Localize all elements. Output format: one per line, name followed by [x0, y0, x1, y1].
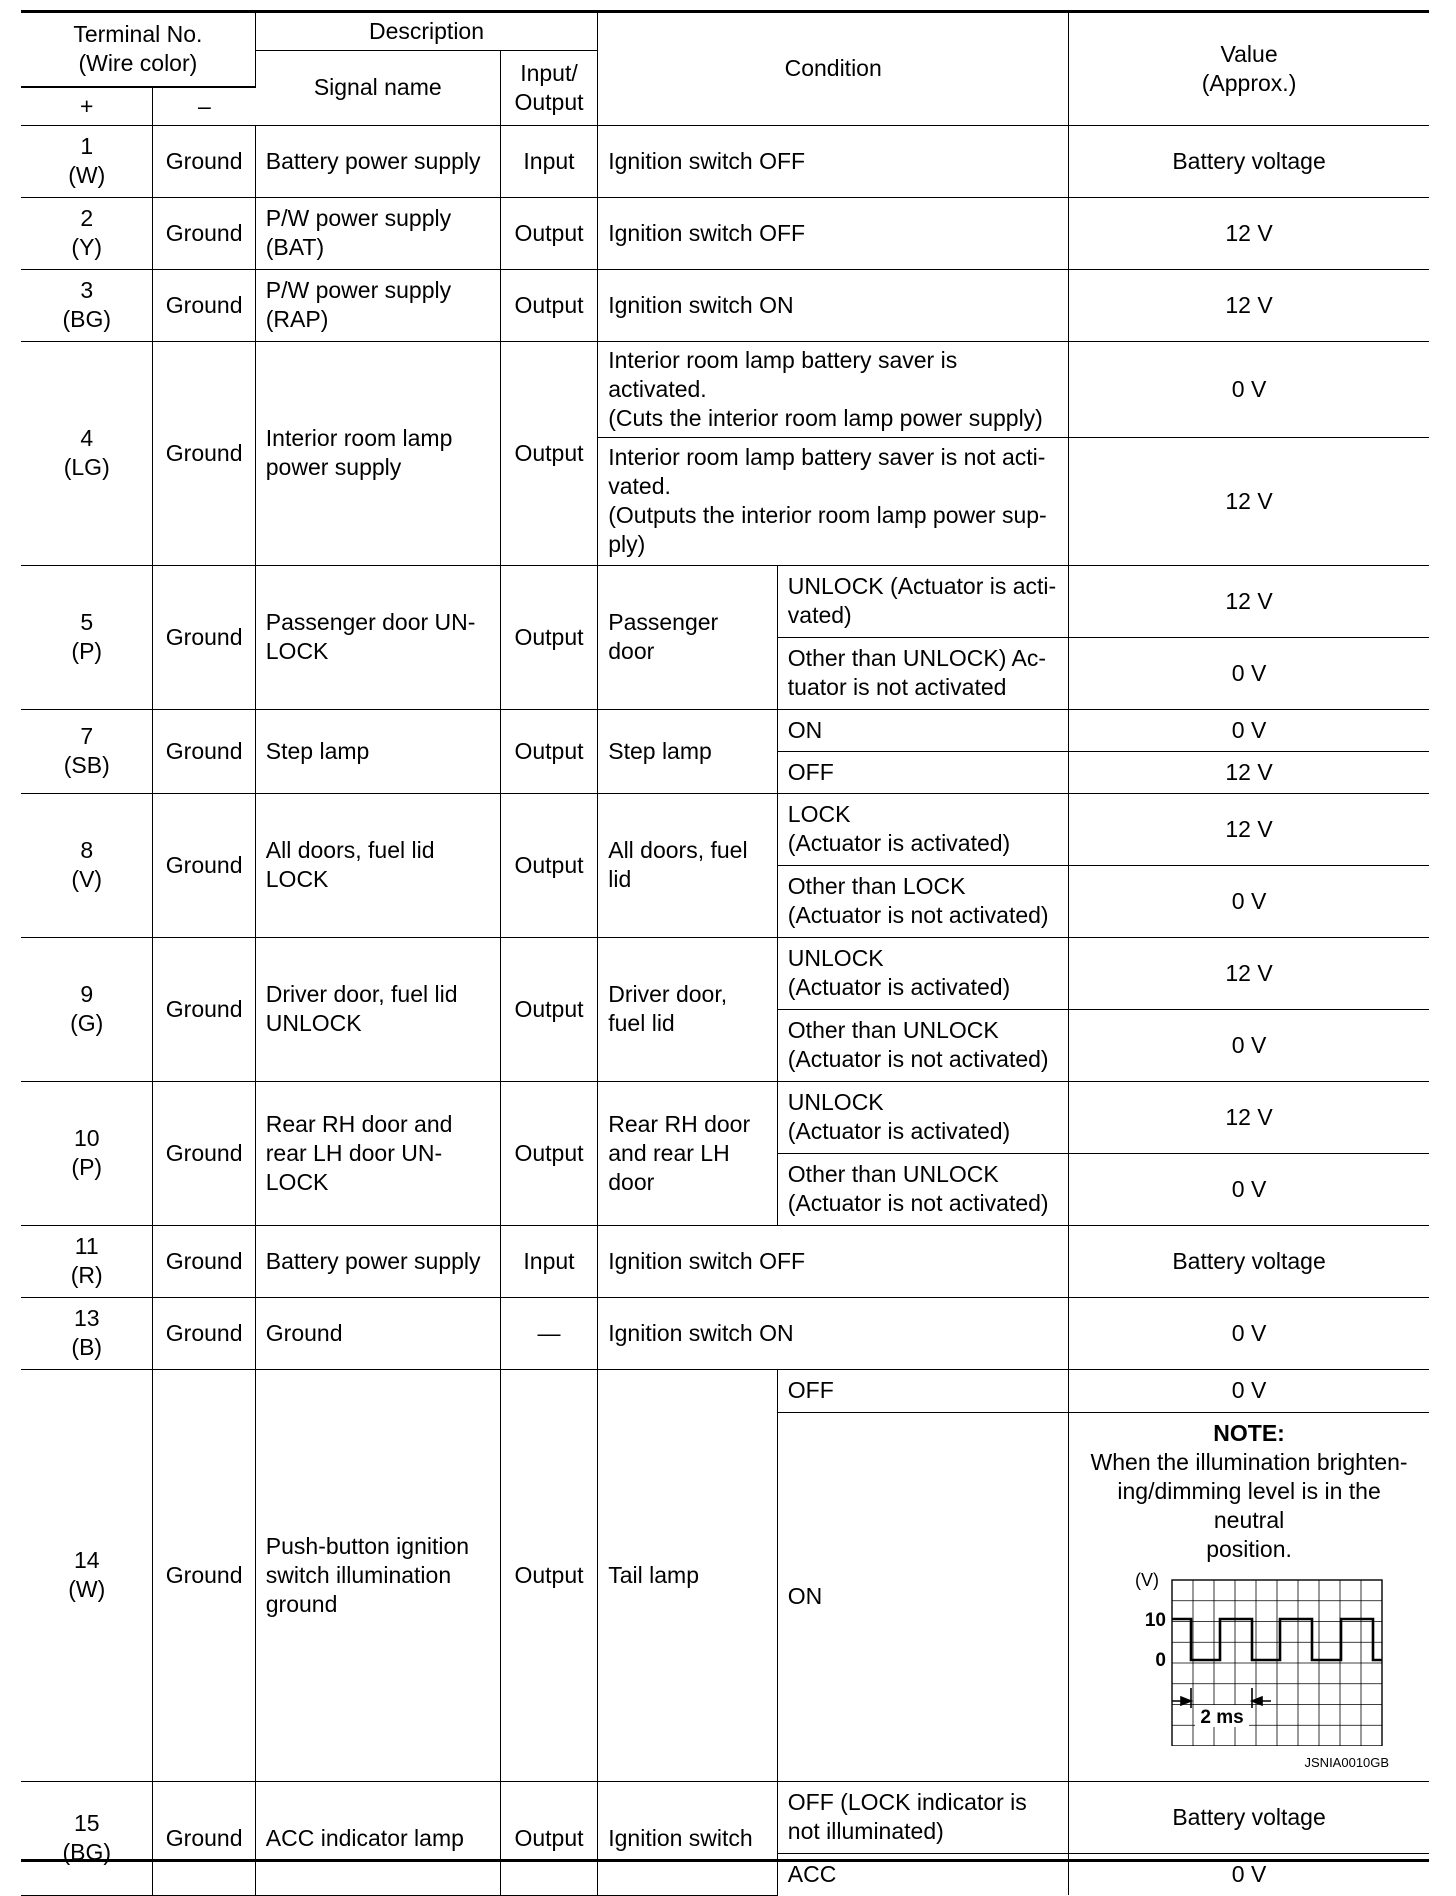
- io-cell: Output: [500, 565, 598, 709]
- signal-line: switch illumination: [265, 1561, 452, 1588]
- signal-line: Interior room lamp: [265, 425, 453, 451]
- table-row: [21, 341, 1429, 437]
- condition-state-cell: [777, 1009, 1068, 1081]
- condition-cell: Ignition switch OFF: [598, 197, 1069, 269]
- state-line: Other than UNLOCK: [787, 1161, 999, 1187]
- table-row: [21, 1081, 1429, 1153]
- value-cell: 0 V: [1069, 1153, 1429, 1225]
- condition-line: (Outputs the interior room lamp power sup-: [608, 502, 1047, 528]
- note-title: NOTE:: [1213, 1419, 1285, 1446]
- note-text: ing/dimming level is in the neutral: [1117, 1477, 1381, 1533]
- header-io-line1: Input/: [520, 59, 578, 86]
- waveform-chart: [1099, 1568, 1399, 1746]
- condition-state-cell: [777, 937, 1068, 1009]
- value-cell: 12 V: [1069, 565, 1429, 637]
- header-plus: +: [21, 87, 153, 126]
- table-row: [21, 197, 1429, 269]
- condition-cell: Ignition switch ON: [598, 269, 1069, 341]
- condition-main-cell: [598, 565, 778, 709]
- waveform-period-label: 2 ms: [1200, 1706, 1244, 1728]
- signal-line: All doors, fuel lid: [265, 837, 435, 863]
- minus-cell: Ground: [153, 1297, 255, 1369]
- state-line: not illuminated): [787, 1818, 944, 1844]
- wire-color: (B): [71, 1334, 103, 1360]
- value-cell: Battery voltage: [1069, 125, 1429, 197]
- value-cell: 12 V: [1069, 793, 1429, 865]
- condition-state-cell: [777, 865, 1068, 937]
- minus-cell: Ground: [153, 1225, 255, 1297]
- waveform-level-low: 0: [1155, 1649, 1167, 1671]
- signal-line: Driver door, fuel lid: [265, 981, 458, 1007]
- note-text: When the illumination brighten-: [1090, 1448, 1408, 1475]
- wire-color: (LG): [63, 454, 110, 480]
- signal-line: (BAT): [265, 234, 325, 260]
- signal-line: rear LH door UN-: [265, 1139, 443, 1166]
- minus-cell: Ground: [153, 793, 255, 937]
- terminal-cell: [21, 197, 153, 269]
- note-cell: [1069, 1412, 1429, 1781]
- signal-cell: Battery power supply: [255, 125, 500, 197]
- terminal-cell: [21, 709, 153, 793]
- condition-line: All doors, fuel: [608, 837, 748, 863]
- minus-cell: Ground: [153, 341, 255, 565]
- minus-cell: Ground: [153, 125, 255, 197]
- signal-line: Passenger door UN-: [265, 609, 476, 635]
- signal-line: Push-button ignition: [265, 1532, 470, 1559]
- io-cell: Input: [500, 125, 598, 197]
- note-text: position.: [1206, 1535, 1292, 1562]
- io-cell: Output: [500, 269, 598, 341]
- signal-line: (RAP): [265, 306, 329, 332]
- wire-color: (P): [71, 1154, 103, 1180]
- signal-cell: [255, 197, 500, 269]
- state-line: (Actuator is activated): [787, 830, 1011, 856]
- condition-main-cell: Tail lamp: [598, 1369, 778, 1781]
- value-cell: 0 V: [1069, 709, 1429, 751]
- signal-cell: Battery power supply: [255, 1225, 500, 1297]
- terminal-no: 9: [80, 981, 94, 1007]
- state-line: OFF (LOCK indicator is: [787, 1789, 1027, 1815]
- minus-cell: Ground: [153, 269, 255, 341]
- header-value-label: Value: [1220, 40, 1278, 67]
- signal-cell: [255, 341, 500, 565]
- value-cell: 0 V: [1069, 637, 1429, 709]
- signal-line: UNLOCK: [265, 1010, 362, 1036]
- condition-main-cell: [598, 1081, 778, 1225]
- signal-cell: [255, 937, 500, 1081]
- terminal-cell: [21, 565, 153, 709]
- minus-cell: Ground: [153, 1081, 255, 1225]
- terminal-cell: [21, 269, 153, 341]
- signal-cell: [255, 1081, 500, 1225]
- condition-cell: Ignition switch ON: [598, 1297, 1069, 1369]
- condition-state-cell: ACC: [777, 1853, 1068, 1895]
- table-row: [21, 125, 1429, 197]
- minus-cell: Ground: [153, 709, 255, 793]
- value-cell: 0 V: [1069, 1369, 1429, 1412]
- table-row: [21, 1297, 1429, 1369]
- waveform-level-high: 10: [1144, 1609, 1167, 1631]
- condition-line: Rear RH door: [608, 1110, 751, 1137]
- image-code: JSNIA0010GB: [1304, 1754, 1390, 1770]
- signal-line: LOCK: [265, 866, 329, 892]
- state-line: (Actuator is not activated): [787, 1046, 1049, 1072]
- terminal-no: 11: [74, 1233, 99, 1259]
- signal-cell: [255, 565, 500, 709]
- header-value-approx: (Approx.): [1201, 69, 1297, 96]
- header-signal-name: Signal name: [255, 51, 500, 126]
- value-cell: 12 V: [1069, 269, 1429, 341]
- terminal-cell: [21, 125, 153, 197]
- state-line: tuator is not activated: [787, 674, 1007, 700]
- condition-main-cell: [598, 793, 778, 937]
- io-cell: Output: [500, 1781, 598, 1895]
- value-cell: 0 V: [1069, 1297, 1429, 1369]
- terminal-no: 8: [80, 837, 94, 863]
- header-terminal-no: Terminal No.: [73, 21, 203, 48]
- condition-main-cell: Step lamp: [598, 709, 778, 793]
- io-cell: Input: [500, 1225, 598, 1297]
- condition-state-cell: [777, 1153, 1068, 1225]
- header-minus: –: [153, 87, 255, 126]
- condition-line: Driver door,: [608, 981, 728, 1007]
- io-cell: Output: [500, 1081, 598, 1225]
- signal-cell: Step lamp: [255, 709, 500, 793]
- terminal-table-page: [21, 10, 1429, 1887]
- condition-line: Interior room lamp battery saver is activated.: [608, 346, 958, 402]
- terminal-cell: [21, 1297, 153, 1369]
- terminal-cell: [21, 1225, 153, 1297]
- condition-cell: [598, 341, 1069, 437]
- wire-color: (SB): [63, 752, 110, 778]
- state-line: UNLOCK: [787, 1089, 884, 1115]
- terminal-no: 15: [73, 1810, 100, 1836]
- state-line: UNLOCK (Actuator is acti-: [787, 573, 1057, 599]
- condition-state-cell: [777, 793, 1068, 865]
- terminal-cell: [21, 937, 153, 1081]
- condition-line: lid: [608, 866, 632, 892]
- terminal-no: 2: [80, 205, 94, 231]
- wire-color: (G): [70, 1010, 104, 1036]
- terminal-no: 4: [80, 425, 94, 451]
- signal-cell: ACC indicator lamp: [255, 1781, 500, 1895]
- waveform-figure: [1099, 1568, 1399, 1777]
- io-cell: Output: [500, 197, 598, 269]
- state-line: LOCK: [787, 801, 851, 827]
- signal-line: power supply: [265, 454, 402, 480]
- signal-cell: [255, 269, 500, 341]
- value-cell: 0 V: [1069, 1853, 1429, 1895]
- terminal-cell: [21, 1081, 153, 1225]
- terminal-cell: [21, 1369, 153, 1781]
- minus-cell: Ground: [153, 1781, 255, 1895]
- value-cell: Battery voltage: [1069, 1225, 1429, 1297]
- terminal-cell: [21, 793, 153, 937]
- signal-line: P/W power supply: [265, 277, 452, 303]
- condition-state-cell: OFF: [777, 1369, 1068, 1412]
- condition-line: and rear LH: [608, 1139, 730, 1166]
- wire-color: (R): [70, 1262, 103, 1288]
- wire-color: (V): [71, 866, 103, 892]
- table-row: [21, 1225, 1429, 1297]
- signal-line: ground: [265, 1590, 338, 1617]
- signal-cell: [255, 793, 500, 937]
- wire-color: (P): [71, 638, 103, 664]
- condition-state-cell: [777, 1081, 1068, 1153]
- value-cell: 12 V: [1069, 197, 1429, 269]
- state-line: vated): [787, 602, 852, 628]
- terminal-cell: [21, 1781, 153, 1895]
- condition-cell: [598, 437, 1069, 565]
- terminal-no: 10: [73, 1125, 100, 1151]
- table-row: [21, 1781, 1429, 1853]
- signal-line: LOCK: [265, 638, 329, 664]
- state-line: (Actuator is activated): [787, 1118, 1011, 1144]
- minus-cell: Ground: [153, 565, 255, 709]
- terminal-no: 5: [80, 609, 94, 635]
- value-cell: 0 V: [1069, 1009, 1429, 1081]
- wire-color: (W): [68, 162, 106, 188]
- wire-color: (BG): [62, 1839, 112, 1865]
- state-line: Other than UNLOCK: [787, 1017, 999, 1043]
- condition-line: vated.: [608, 473, 671, 499]
- terminal-no: 14: [73, 1547, 100, 1573]
- state-line: (Actuator is not activated): [787, 902, 1049, 928]
- condition-state-cell: [777, 565, 1068, 637]
- header-terminal: [21, 13, 255, 87]
- condition-main-cell: Ignition switch: [598, 1781, 778, 1895]
- condition-line: door: [608, 638, 655, 664]
- condition-main-cell: [598, 937, 778, 1081]
- signal-cell: Ground: [255, 1297, 500, 1369]
- signal-line: P/W power supply: [265, 205, 452, 231]
- terminal-table: [21, 13, 1429, 1896]
- io-cell: Output: [500, 793, 598, 937]
- minus-cell: Ground: [153, 1369, 255, 1781]
- value-cell: 12 V: [1069, 1081, 1429, 1153]
- header-wire-color: (Wire color): [78, 50, 198, 77]
- condition-line: (Cuts the interior room lamp power supply): [608, 404, 1043, 431]
- signal-line: LOCK: [265, 1168, 329, 1195]
- io-cell: —: [500, 1297, 598, 1369]
- table-row: [21, 793, 1429, 865]
- condition-state-cell: ON: [777, 709, 1068, 751]
- signal-cell: [255, 1369, 500, 1781]
- value-cell: 12 V: [1069, 751, 1429, 793]
- condition-state-cell: [777, 1781, 1068, 1853]
- condition-line: ply): [608, 531, 646, 557]
- value-cell: 0 V: [1069, 341, 1429, 437]
- header-condition: Condition: [598, 13, 1069, 125]
- wire-color: (Y): [71, 234, 103, 260]
- state-line: (Actuator is not activated): [787, 1190, 1049, 1216]
- io-cell: Output: [500, 1369, 598, 1781]
- header-input-output: [500, 51, 598, 126]
- io-cell: Output: [500, 937, 598, 1081]
- state-line: Other than UNLOCK) Ac-: [787, 645, 1046, 671]
- header-description: Description: [255, 13, 597, 51]
- state-line: UNLOCK: [787, 945, 884, 971]
- state-line: Other than LOCK: [787, 873, 966, 899]
- value-cell: Battery voltage: [1069, 1781, 1429, 1853]
- table-row: [21, 709, 1429, 751]
- condition-line: Passenger: [608, 609, 719, 635]
- condition-cell: Ignition switch OFF: [598, 125, 1069, 197]
- minus-cell: Ground: [153, 937, 255, 1081]
- io-cell: Output: [500, 709, 598, 793]
- value-cell: 12 V: [1069, 437, 1429, 565]
- terminal-no: 13: [73, 1305, 100, 1331]
- header-io-line2: Output: [514, 88, 584, 115]
- value-cell: 12 V: [1069, 937, 1429, 1009]
- header-value: [1069, 13, 1429, 125]
- wire-color: (W): [68, 1576, 106, 1602]
- wire-color: (BG): [62, 306, 112, 332]
- terminal-cell: [21, 341, 153, 565]
- table-row: [21, 269, 1429, 341]
- io-cell: Output: [500, 341, 598, 565]
- signal-line: Rear RH door and: [265, 1110, 453, 1137]
- condition-cell: Ignition switch OFF: [598, 1225, 1069, 1297]
- condition-line: Interior room lamp battery saver is not acti-: [608, 444, 1046, 470]
- condition-state-cell: OFF: [777, 751, 1068, 793]
- waveform-unit: (V): [1135, 1569, 1160, 1590]
- table-row: [21, 565, 1429, 637]
- table-row: [21, 1369, 1429, 1412]
- condition-state-cell: ON: [777, 1412, 1068, 1781]
- minus-cell: Ground: [153, 197, 255, 269]
- condition-state-cell: [777, 637, 1068, 709]
- terminal-no: 3: [80, 277, 94, 303]
- condition-line: fuel lid: [608, 1010, 675, 1036]
- terminal-no: 1: [80, 133, 94, 159]
- value-cell: 0 V: [1069, 865, 1429, 937]
- condition-line: door: [608, 1168, 655, 1195]
- terminal-no: 7: [80, 723, 94, 749]
- table-row: [21, 937, 1429, 1009]
- state-line: (Actuator is activated): [787, 974, 1011, 1000]
